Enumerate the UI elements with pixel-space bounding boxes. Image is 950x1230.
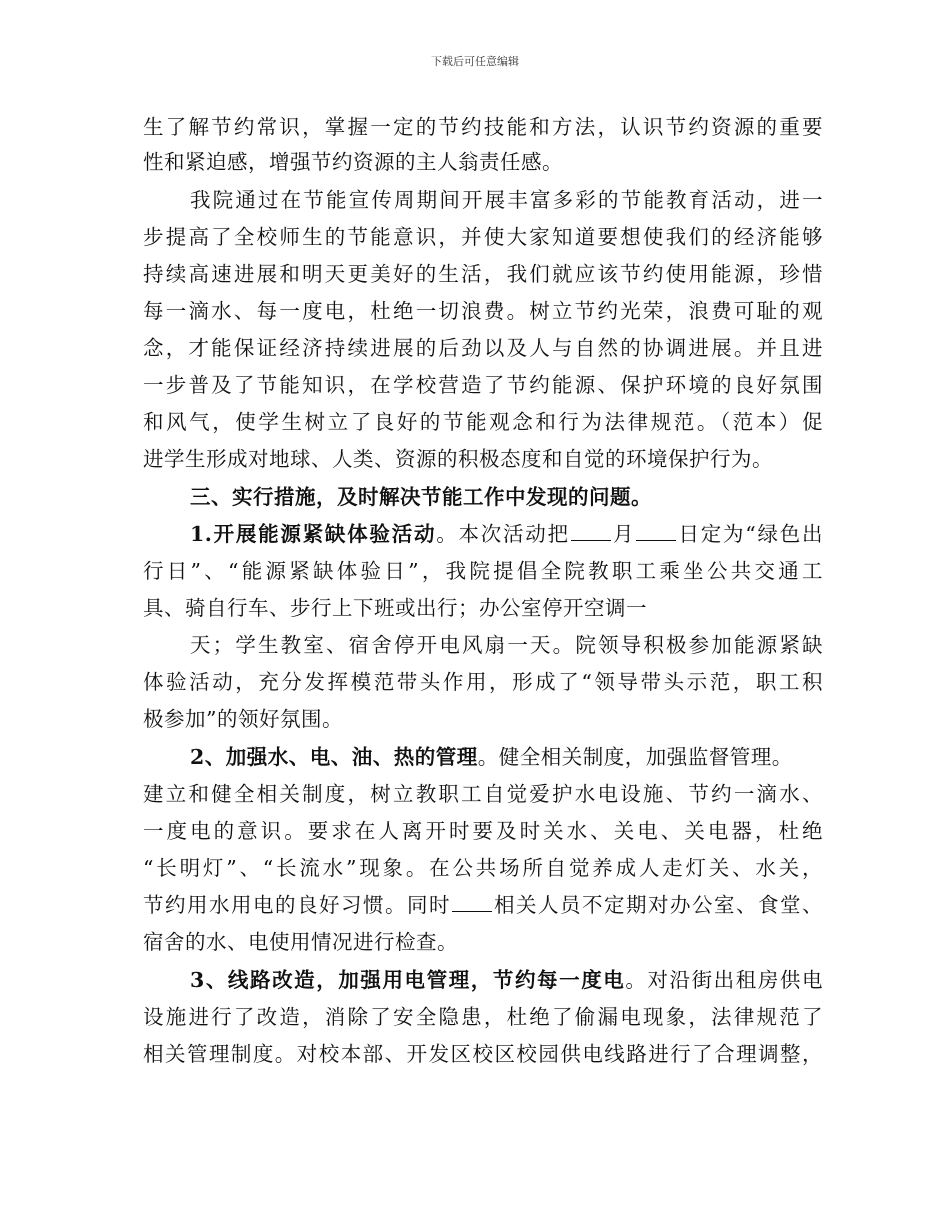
text-segment: 。对沿街出租房供电 <box>625 968 823 992</box>
item-title: 1.开展能源紧缺体验活动 <box>190 522 437 546</box>
body-line: 体验活动，充分发挥模范带头作用，形成了“领导带头示范，职工积 <box>143 670 823 694</box>
body-line: 相关管理制度。对校本部、开发区校区校园供电线路进行了合理调整， <box>143 1042 823 1066</box>
body-line <box>190 742 793 772</box>
body-line: 天；学生教室、宿舍停开电风扇一天。院领导积极参加能源紧缺 <box>190 633 823 657</box>
body-line <box>143 890 823 920</box>
body-line: 具、骑自行车、步行上下班或出行；办公室停开空调一 <box>143 596 647 620</box>
body-line: 设施进行了改造，消除了安全隐患，杜绝了偷漏电现象，法律规范了 <box>143 1005 823 1029</box>
body-line: 和风气，使学生树立了良好的节能观念和行为法律规范。（范本）促 <box>143 410 823 434</box>
body-line: 持续高速进展和明天更美好的生活，我们就应该节约使用能源，珍惜 <box>143 262 823 286</box>
text-segment: 月 <box>611 522 636 546</box>
body-line: 进学生形成对地球、人类、资源的积极态度和自觉的环境保护行为。 <box>143 447 773 471</box>
body-line: 念，才能保证经济持续进展的后劲以及人与自然的协调进展。并且进 <box>143 336 823 360</box>
fill-blank <box>571 522 611 541</box>
text-segment: 日定为“绿色出 <box>677 522 824 546</box>
body-line: 性和紧迫感，增强节约资源的主人翁责任感。 <box>143 150 563 174</box>
text-segment: 。健全相关制度，加强监督管理。 <box>477 745 793 769</box>
body-line: 步提高了全校师生的节能意识，并使大家知道要想使我们的经济能够 <box>143 225 823 249</box>
body-line: 极参加”的领好氛围。 <box>143 707 343 731</box>
item-title: 3、线路改造，加强用电管理，节约每一度电 <box>190 968 626 992</box>
fill-blank <box>636 522 676 541</box>
body-line: 建立和健全相关制度，树立教职工自觉爱护水电设施、节约一滴水、 <box>143 782 823 806</box>
body-line: 我院通过在节能宣传周期间开展丰富多彩的节能教育活动，进一 <box>190 188 823 212</box>
body-line <box>190 519 823 549</box>
body-line: 行日”、“能源紧缺体验日”，我院提倡全院教职工乘坐公共交通工 <box>143 559 823 583</box>
text-segment: 。本次活动把 <box>436 522 570 546</box>
body-line: 一步普及了节能知识，在学校营造了节约能源、保护环境的良好氛围 <box>143 373 823 397</box>
body-line: 一度电的意识。要求在人离开时要及时关水、关电、关电器，杜绝 <box>143 819 823 843</box>
text-segment: 相关人员不定期对办公室、食堂、 <box>493 893 823 917</box>
text-segment: 节约用水用电的良好习惯。同时 <box>143 893 451 917</box>
fill-blank <box>452 893 492 912</box>
section-heading: 三、实行措施，及时解决节能工作中发现的问题。 <box>190 485 652 509</box>
body-line: 生了解节约常识，掌握一定的节约技能和方法，认识节约资源的重要 <box>143 115 823 139</box>
page-header: 下载后可任意编辑 <box>431 55 519 68</box>
body-line: “长明灯”、“长流水”现象。在公共场所自觉养成人走灯关、水关， <box>143 856 823 880</box>
body-line: 宿舍的水、电使用情况进行检查。 <box>143 930 458 954</box>
body-line: 每一滴水、每一度电，杜绝一切浪费。树立节约光荣，浪费可耻的观 <box>143 299 823 323</box>
body-line <box>190 965 823 995</box>
item-title: 2、加强水、电、油、热的管理 <box>190 745 478 769</box>
